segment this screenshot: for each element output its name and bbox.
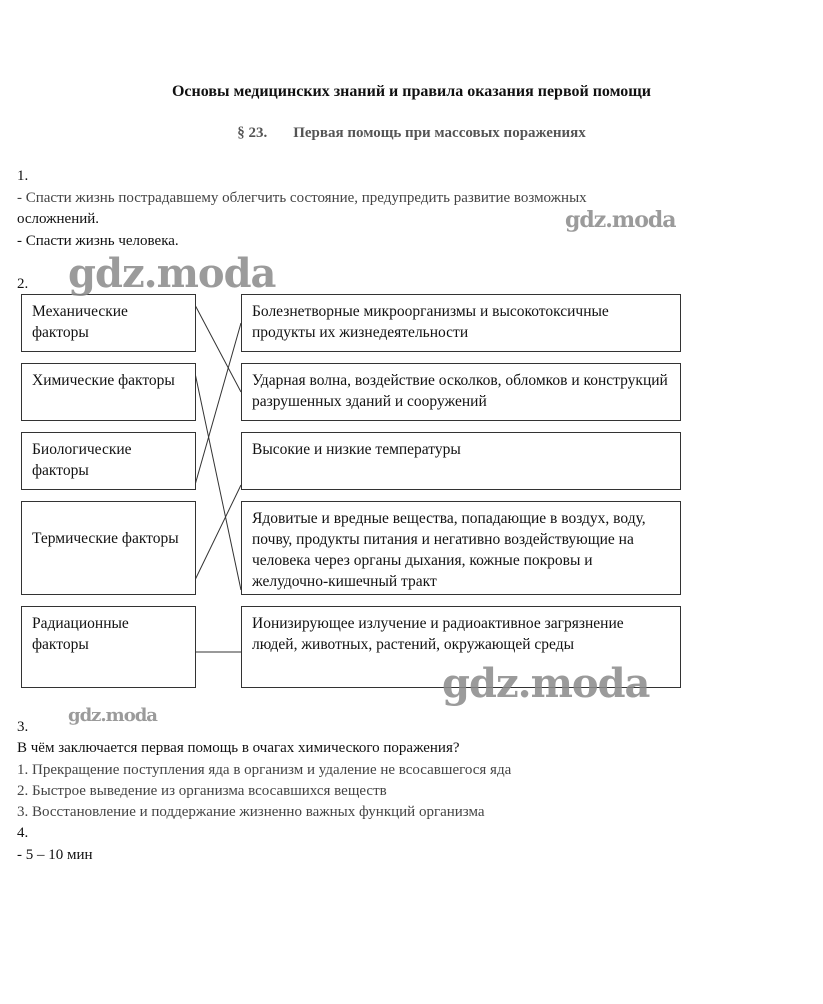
task4-number: 4. <box>17 825 29 841</box>
watermark-logo: gdz.moda <box>68 250 276 297</box>
desc-toxic-substances: Ядовитые и вредные вещества, попадающие в воздух, воду, почву, продукты питания и негативно воздействующие на человека через органы дыхания, кожные покровы и желудочно-кишечный тракт <box>241 501 681 595</box>
watermark-logo: gdz.moda <box>442 660 650 707</box>
watermark-logo: gdz.moda <box>565 207 676 233</box>
task3-answer-2: 2. Быстрое выведение из организма всосавшихся веществ <box>17 783 387 799</box>
task1-number: 1. <box>17 168 29 184</box>
task3-answer-3: 3. Восстановление и поддержание жизненно важных функций организма <box>17 804 485 820</box>
section-number: § 23. <box>237 125 268 141</box>
factor-radiation: Радиационные факторы <box>21 606 196 688</box>
section-title: Первая помощь при массовых поражениях <box>293 125 586 141</box>
task4-answer: - 5 – 10 мин <box>17 847 93 863</box>
task3-question: В чём заключается первая помощь в очагах химического поражения? <box>17 740 460 756</box>
task3-number: 3. <box>17 719 29 735</box>
task2-number: 2. <box>17 276 29 292</box>
factor-chemical: Химические факторы <box>21 363 196 421</box>
page-title: Основы медицинских знаний и правила оказания первой помощи <box>171 83 652 100</box>
task3-answer-1: 1. Прекращение поступления яда в организм и удаление не всосавшегося яда <box>17 762 512 778</box>
watermark-logo: gdz.moda <box>68 705 157 726</box>
task1-line-3: - Спасти жизнь человека. <box>17 233 179 249</box>
factor-biological: Биологические факторы <box>21 432 196 490</box>
task1-line-1: - Спасти жизнь пострадавшему облегчить состояние, предупредить развитие возможных <box>17 190 587 206</box>
factor-mechanical: Механические факторы <box>21 294 196 352</box>
desc-pathogens: Болезнетворные микроорганизмы и высокотоксичные продукты их жизнедеятельности <box>241 294 681 352</box>
factor-thermal: Термические факторы <box>21 501 196 595</box>
desc-temperatures: Высокие и низкие температуры <box>241 432 681 490</box>
task1-line-2: осложнений. <box>17 211 100 227</box>
desc-shock-wave: Ударная волна, воздействие осколков, обломков и конструкций разрушенных зданий и сооружений <box>241 363 681 421</box>
desc-radiation: Ионизирующее излучение и радиоактивное загрязнение людей, животных, растений, окружающей среды <box>241 606 681 688</box>
connector-thermal <box>195 485 241 580</box>
